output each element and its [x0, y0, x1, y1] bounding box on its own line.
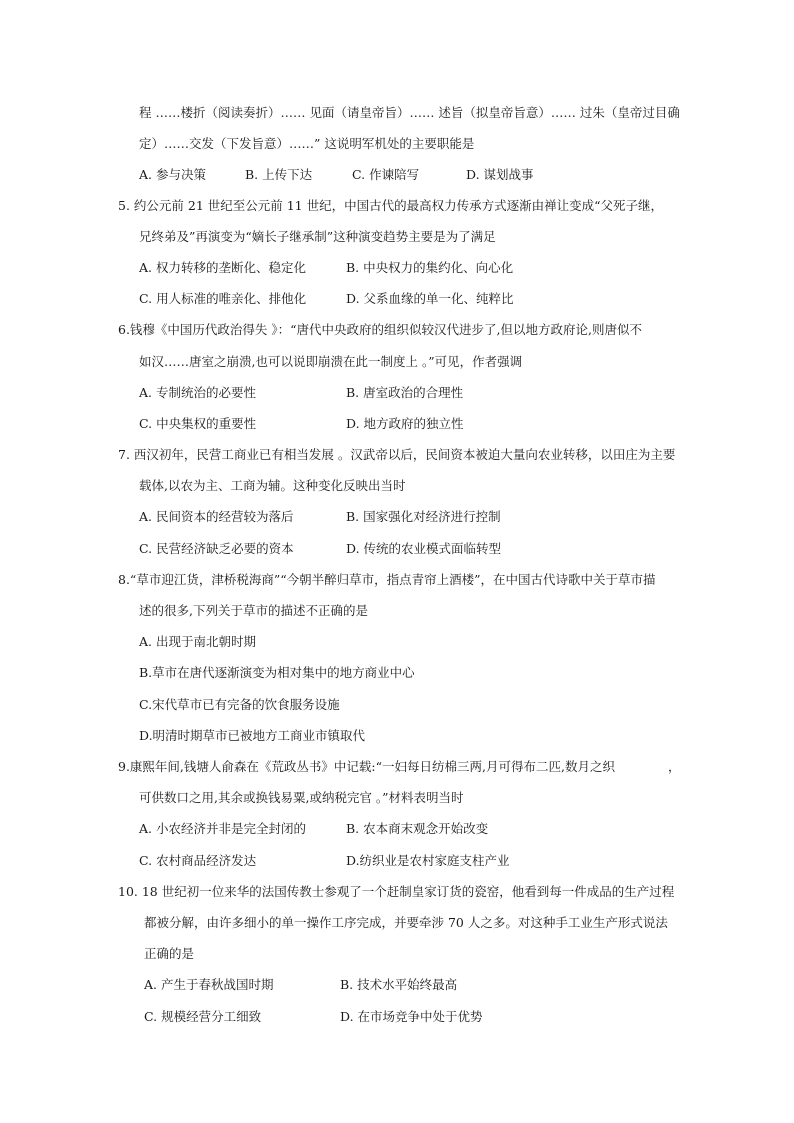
q9-stem-line-1-end: ，: [668, 759, 681, 774]
q10-stem-line-1: 10. 18 世纪初一位来华的法国传教士参观了一个赶制皇家订货的瓷窑，他看到每一件成品的生产过程: [118, 884, 675, 899]
q6-stem-line-2: 如汉……唐室之崩溃,也可以说即崩溃在此一制度上 。”可见，作者强调: [139, 354, 523, 369]
q4-option-d: D. 谋划战事: [466, 167, 534, 182]
q9-option-c: C. 农村商品经济发达: [139, 853, 257, 868]
q7-option-a: A. 民间资本的经营较为落后: [139, 509, 294, 524]
q4-option-b: B. 上传下达: [245, 167, 313, 182]
q5-option-a: A. 权力转移的垄断化、稳定化: [139, 260, 306, 275]
q8-option-d: D.明清时期草市已被地方工商业市镇取代: [139, 728, 366, 743]
q10-option-c: C. 规模经营分工细致: [144, 1009, 262, 1024]
q6-option-d: D. 地方政府的独立性: [346, 416, 464, 431]
q9-option-b: B. 农本商末观念开始改变: [346, 821, 489, 836]
q6-option-b: B. 唐室政治的合理性: [346, 385, 464, 400]
q4-stem-line-1: 程 ……楼折（阅读奏折）…… 见面（请皇帝旨）…… 述旨（拟皇帝旨意）…… 过朱（皇帝过目确: [139, 105, 680, 120]
q10-stem-line-3: 正确的是: [144, 946, 195, 961]
q9-option-a: A. 小农经济并非是完全封闭的: [139, 821, 306, 836]
q8-option-b: B.草市在唐代逐渐演变为相对集中的地方商业中心: [139, 665, 415, 680]
q7-stem-line-2: 载体,以农为主、工商为辅。这种变化反映出当时: [139, 478, 406, 493]
q9-option-d: D.纺织业是农村家庭支柱产业: [346, 853, 510, 868]
q5-stem-line-1: 5. 约公元前 21 世纪至公元前 11 世纪，中国古代的最高权力传承方式逐渐由禅让变成“父死子继，: [118, 198, 663, 213]
q5-stem-line-2: 兄终弟及”再演变为“嫡长子继承制”这种演变趋势主要是为了满足: [139, 229, 496, 244]
q4-option-c: C. 作谏陪写: [352, 167, 420, 182]
q10-stem-line-2: 都被分解，由许多细小的单一操作工序完成，并要牵涉 70 人之多。对这种手工业生产形式说法: [144, 915, 668, 930]
q7-option-d: D. 传统的农业模式面临转型: [346, 541, 502, 556]
q5-option-c: C. 用人标准的唯亲化、排他化: [139, 291, 307, 306]
q6-option-a: A. 专制统治的必要性: [139, 385, 256, 400]
q4-stem-line-2: 定）……交发（下发旨意）……” 这说明军机处的主要职能是: [139, 136, 475, 151]
q5-option-b: B. 中央权力的集约化、向心化: [346, 260, 514, 275]
q5-option-d: D. 父系血缘的单一化、纯粹比: [346, 291, 514, 306]
q8-stem-line-2: 述的很多,下列关于草市的描述不正确的是: [139, 603, 368, 618]
q9-stem-line-1: 9.康熙年间,钱塘人俞森在《荒政丛书》中记载:“一妇每日纺棉三两,月可得布二匹,数月之织: [118, 759, 615, 774]
q4-option-a: A. 参与决策: [139, 167, 206, 182]
q9-stem-line-2: 可供数口之用,其余或换钱易粟,或纳税完官 。”材料表明当时: [139, 790, 464, 805]
q7-option-b: B. 国家强化对经济进行控制: [346, 509, 501, 524]
q8-option-a: A. 出现于南北朝时期: [139, 634, 256, 649]
q6-option-c: C. 中央集权的重要性: [139, 416, 257, 431]
q8-stem-line-1: 8.“草市迎江货，津桥税海商”“今朝半醉归草市，指点青帘上酒楼”，在中国古代诗歌中关于草市描: [118, 572, 656, 587]
q6-stem-line-1: 6.钱穆《中国历代政治得失 》：“唐代中央政府的组织似较汉代进步了,但以地方政府论,则唐似不: [118, 322, 642, 337]
q7-stem-line-1: 7. 西汉初年，民营工商业已有相当发展 。汉武帝以后，民间资本被迫大量向农业转移，以田庄为主要: [118, 447, 676, 462]
q10-option-a: A. 产生于春秋战国时期: [144, 977, 274, 992]
q8-option-c: C.宋代草市已有完备的饮食服务设施: [139, 697, 340, 712]
q10-option-d: D. 在市场竞争中处于优势: [340, 1009, 483, 1024]
q7-option-c: C. 民营经济缺乏必要的资本: [139, 541, 294, 556]
q10-option-b: B. 技术水平始终最高: [340, 977, 458, 992]
